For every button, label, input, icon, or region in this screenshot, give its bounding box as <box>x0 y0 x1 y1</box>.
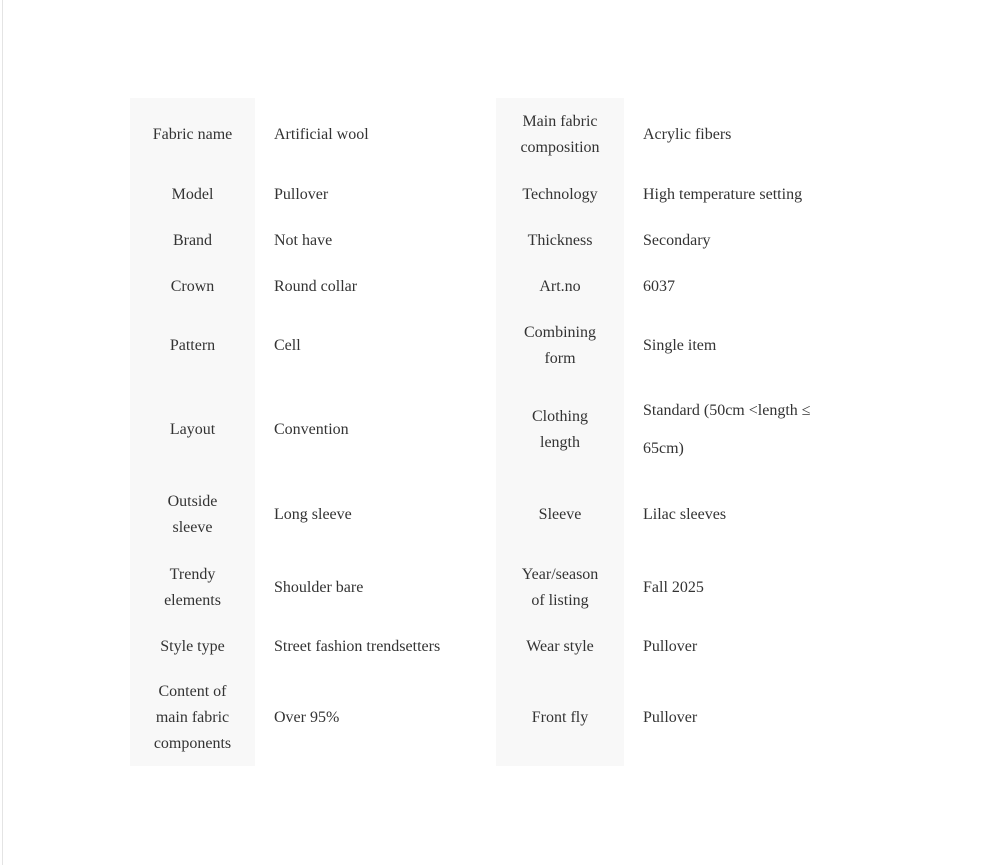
spec-value: Round collar <box>255 264 496 310</box>
spec-value: Pullover <box>255 172 496 218</box>
spec-label: Main fabric composition <box>496 98 624 172</box>
spec-label: Model <box>130 172 255 218</box>
spec-label: Front fly <box>496 670 624 766</box>
spec-value: Single item <box>624 310 861 382</box>
table-row <box>130 218 861 264</box>
page-edge-divider <box>2 0 3 865</box>
spec-value: Secondary <box>624 218 861 264</box>
spec-value: Not have <box>255 218 496 264</box>
spec-value: Street fashion trendsetters <box>255 624 496 670</box>
spec-value: Acrylic fibers <box>624 98 861 172</box>
spec-value: Convention <box>255 382 496 478</box>
spec-label: Thickness <box>496 218 624 264</box>
table-row <box>130 264 861 310</box>
table-row <box>130 478 861 552</box>
spec-label: Trendy elements <box>130 552 255 624</box>
table-row <box>130 382 861 478</box>
spec-label: Combining form <box>496 310 624 382</box>
table-row <box>130 670 861 766</box>
table-row <box>130 98 861 172</box>
spec-label: Year/season of listing <box>496 552 624 624</box>
spec-label: Art.no <box>496 264 624 310</box>
spec-value: High temperature setting <box>624 172 861 218</box>
spec-label: Brand <box>130 218 255 264</box>
product-spec-table <box>130 98 861 766</box>
spec-label: Wear style <box>496 624 624 670</box>
spec-label: Pattern <box>130 310 255 382</box>
spec-label: Style type <box>130 624 255 670</box>
spec-value: Pullover <box>624 670 861 766</box>
spec-label: Outside sleeve <box>130 478 255 552</box>
spec-label: Crown <box>130 264 255 310</box>
spec-value: 6037 <box>624 264 861 310</box>
table-row <box>130 552 861 624</box>
table-row <box>130 624 861 670</box>
table-row <box>130 310 861 382</box>
spec-value: Fall 2025 <box>624 552 861 624</box>
spec-value: Cell <box>255 310 496 382</box>
spec-label: Sleeve <box>496 478 624 552</box>
spec-label: Fabric name <box>130 98 255 172</box>
spec-value: Shoulder bare <box>255 552 496 624</box>
spec-value: Lilac sleeves <box>624 478 861 552</box>
spec-label: Content of main fabric components <box>130 670 255 766</box>
spec-value: Over 95% <box>255 670 496 766</box>
table-row <box>130 172 861 218</box>
spec-label: Layout <box>130 382 255 478</box>
spec-value: Long sleeve <box>255 478 496 552</box>
spec-label: Technology <box>496 172 624 218</box>
spec-label: Clothing length <box>496 382 624 478</box>
spec-value: Pullover <box>624 624 861 670</box>
spec-value: Standard (50cm <length ≤ 65cm) <box>624 382 861 478</box>
spec-value: Artificial wool <box>255 98 496 172</box>
